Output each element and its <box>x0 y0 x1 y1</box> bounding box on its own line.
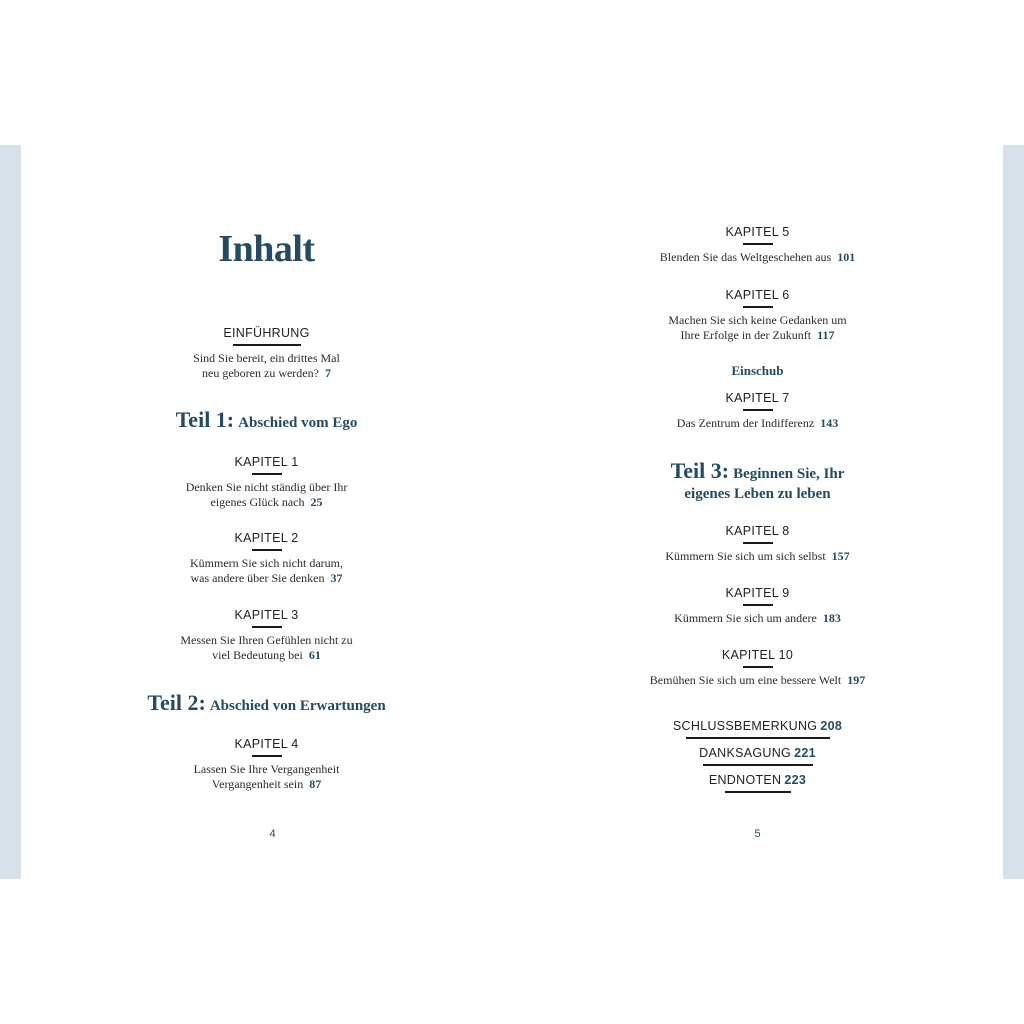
toc-entry-chapter-2[interactable] <box>21 531 512 586</box>
divider-rule <box>743 409 773 411</box>
chapter-title <box>21 351 512 381</box>
part-heading-1[interactable] <box>21 407 512 433</box>
toc-entry-chapter-5[interactable] <box>512 225 1003 265</box>
chapter-title-line: was andere über Sie denken <box>190 571 325 585</box>
chapter-label: KAPITEL 7 <box>725 391 790 405</box>
chapter-title-line: viel Bedeutung bei <box>212 648 303 662</box>
backmatter-label <box>512 746 1003 760</box>
chapter-title <box>512 250 1003 265</box>
page-number: 37 <box>330 571 343 585</box>
page-number: 7 <box>324 366 331 380</box>
page-number: 197 <box>847 673 866 687</box>
page-number: 221 <box>794 746 816 760</box>
chapter-title-line: Lassen Sie Ihre Vergangenheit <box>193 762 340 776</box>
page-number: 157 <box>831 549 850 563</box>
page-number: 183 <box>822 611 841 625</box>
toc-entry-chapter-7[interactable] <box>512 391 1003 431</box>
backmatter-title: ENDNOTEN <box>708 773 782 787</box>
page-number: 223 <box>784 773 807 787</box>
page-folio-left: 4 <box>269 828 276 840</box>
chapter-title <box>512 673 1003 688</box>
toc-title: Inhalt <box>218 228 315 270</box>
part-title: Abschied von Erwartungen <box>209 698 386 714</box>
divider-rule <box>686 737 830 739</box>
toc-entry-endnoten[interactable] <box>512 773 1003 793</box>
chapter-title-line: Sind Sie bereit, ein drittes Mal <box>193 351 340 365</box>
chapter-title-line: Denken Sie nicht ständig über Ihr <box>185 480 348 494</box>
toc-entry-chapter-10[interactable] <box>512 648 1003 688</box>
chapter-label: KAPITEL 9 <box>725 586 790 600</box>
page-number: 143 <box>820 416 839 430</box>
toc-entry-schlussbemerkung[interactable] <box>512 719 1003 739</box>
right-edge-band <box>1003 145 1024 879</box>
page-number: 87 <box>309 777 322 791</box>
part-prefix: Teil 2: <box>147 690 206 715</box>
divider-rule <box>743 306 773 308</box>
toc-entry-chapter-4[interactable] <box>21 737 512 792</box>
chapter-title <box>512 549 1003 564</box>
chapter-title-line: Blenden Sie das Weltgeschehen aus <box>659 250 832 264</box>
divider-rule <box>743 604 773 606</box>
left-page <box>21 145 512 879</box>
book-spread <box>21 145 1003 879</box>
chapter-title-line: Machen Sie sich keine Gedanken um <box>668 313 847 327</box>
chapter-label: EINFÜHRUNG <box>223 326 310 340</box>
divider-rule <box>743 243 773 245</box>
toc-entry-chapter-3[interactable] <box>21 608 512 663</box>
chapter-title <box>21 762 512 792</box>
chapter-title-line: Messen Sie Ihren Gefühlen nicht zu <box>180 633 353 647</box>
page-number: 101 <box>837 250 856 264</box>
chapter-title-line: Ihre Erfolge in der Zukunft <box>680 328 812 342</box>
chapter-label: KAPITEL 1 <box>234 455 299 469</box>
chapter-label: KAPITEL 8 <box>725 524 790 538</box>
part-title: Abschied vom Ego <box>238 415 358 431</box>
page-number: 61 <box>308 648 321 662</box>
chapter-title <box>21 633 512 663</box>
divider-rule <box>252 626 282 628</box>
chapter-title-line: Kümmern Sie sich nicht darum, <box>190 556 343 570</box>
interlude-heading[interactable]: Einschub <box>731 363 784 378</box>
right-page <box>512 145 1003 879</box>
chapter-label: KAPITEL 6 <box>725 288 790 302</box>
chapter-label: KAPITEL 3 <box>234 608 299 622</box>
chapter-title-line: Bemühen Sie sich um eine bessere Welt <box>649 673 842 687</box>
page-number: 25 <box>310 495 323 509</box>
part-prefix: Teil 3: <box>670 458 730 483</box>
part-heading-3[interactable] <box>512 458 1003 504</box>
chapter-title-line: Kümmern Sie sich um sich selbst <box>665 549 826 563</box>
part-prefix: Teil 1: <box>175 407 235 432</box>
chapter-title <box>512 416 1003 431</box>
chapter-label: KAPITEL 5 <box>725 225 790 239</box>
chapter-label: KAPITEL 2 <box>234 531 299 545</box>
chapter-title <box>512 313 1003 343</box>
divider-rule <box>725 791 791 793</box>
part-title: Beginnen Sie, Ihr <box>733 466 845 482</box>
chapter-title-line: Kümmern Sie sich um andere <box>674 611 817 625</box>
toc-entry-chapter-6[interactable] <box>512 288 1003 343</box>
toc-entry-chapter-1[interactable] <box>21 455 512 510</box>
toc-entry-chapter-8[interactable] <box>512 524 1003 564</box>
page-number: 117 <box>817 328 835 342</box>
part-title-line-2: eigenes Leben zu leben <box>684 486 831 502</box>
divider-rule <box>743 542 773 544</box>
chapter-title-line: Vergangenheit sein <box>211 777 304 791</box>
chapter-title-line: Das Zentrum der Indifferenz <box>676 416 815 430</box>
page-folio-right: 5 <box>754 828 761 840</box>
chapter-title <box>512 611 1003 626</box>
backmatter-title: SCHLUSSBEMERKUNG <box>672 719 818 733</box>
toc-entry-danksagung[interactable] <box>512 746 1003 766</box>
backmatter-title: DANKSAGUNG <box>699 746 792 760</box>
divider-rule <box>252 549 282 551</box>
divider-rule <box>703 764 813 766</box>
chapter-title <box>21 556 512 586</box>
divider-rule <box>743 666 773 668</box>
divider-rule <box>233 344 301 346</box>
backmatter-label <box>512 773 1003 787</box>
left-edge-band <box>0 145 21 879</box>
chapter-label: KAPITEL 10 <box>721 648 794 662</box>
divider-rule <box>252 473 282 475</box>
chapter-title <box>21 480 512 510</box>
chapter-title-line: neu geboren zu werden? <box>202 366 319 380</box>
divider-rule <box>252 755 282 757</box>
backmatter-label <box>512 719 1003 733</box>
page-number: 208 <box>820 719 843 733</box>
chapter-label: KAPITEL 4 <box>234 737 299 751</box>
chapter-title-line: eigenes Glück nach <box>210 495 305 509</box>
toc-entry-chapter-9[interactable] <box>512 586 1003 626</box>
toc-entry-intro[interactable] <box>21 326 512 381</box>
part-heading-2[interactable] <box>21 690 512 716</box>
